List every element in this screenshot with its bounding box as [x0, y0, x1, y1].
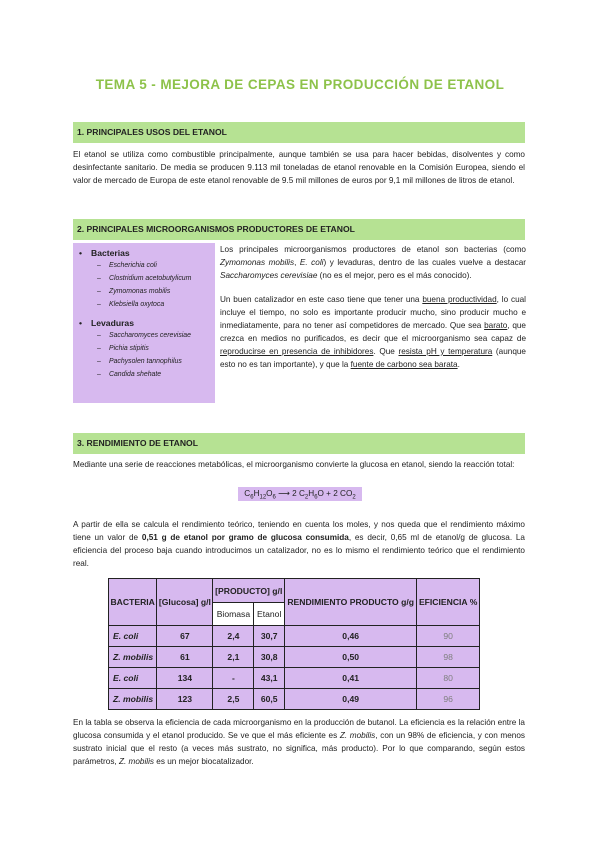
cell-yield: 0,41 [285, 668, 417, 689]
list-item: – Saccharomyces cerevisiae [97, 329, 211, 342]
cell-yield: 0,49 [285, 689, 417, 710]
conclusion-paragraph: En la tabla se observa la eficiencia de cada microorganismo en la producción de butanol. La eficiencia es la relación entre la glucosa consumida y el etanol producido. Se ve que el más eficiente es Z. mobilis, con un 98% de eficiencia, y con menos sustrato inicial que el resto (a veces más sustrato, no significa, más producto). Por lo que comparando, según estos parámetros, Z. mobilis es un mejor biocatalizador. [73, 718, 525, 766]
cell-glucose: 123 [157, 689, 213, 710]
header-ethanol: Etanol [254, 603, 285, 626]
bacteria-list [79, 259, 211, 311]
cell-glucose: 67 [157, 626, 213, 647]
header-product: [PRODUCTO] g/l [213, 579, 285, 603]
microorganism-list-box [73, 243, 215, 403]
cell-ethanol: 30,7 [254, 626, 285, 647]
section-heading-yield: 3. RENDIMIENTO DE ETANOL [73, 433, 525, 454]
cell-glucose: 134 [157, 668, 213, 689]
list-item: – Pichia stipitis [97, 342, 211, 355]
cell-efficiency: 98 [417, 647, 480, 668]
table-row [109, 689, 480, 710]
cell-bacteria: Z. mobilis [109, 689, 157, 710]
cell-biomass: 2,1 [213, 647, 254, 668]
table-header-row [109, 579, 480, 603]
cell-ethanol: 30,8 [254, 647, 285, 668]
cell-yield: 0,50 [285, 647, 417, 668]
cell-bacteria: Z. mobilis [109, 647, 157, 668]
yeast-list [79, 329, 211, 381]
list-item: – Escherichia coli [97, 259, 211, 272]
header-bacteria: BACTERIA [109, 579, 157, 626]
list-item: – Zymomonas mobilis [97, 285, 211, 298]
page-title: TEMA 5 - MEJORA DE CEPAS EN PRODUCCIÓN DE ETANOL [95, 77, 505, 92]
cell-glucose: 61 [157, 647, 213, 668]
table-row [109, 668, 480, 689]
yeast-group-label: • Levaduras [79, 317, 211, 329]
section-heading-microorganisms: 2. PRINCIPALES MICROORGANISMOS PRODUCTORES DE ETANOL [73, 219, 525, 240]
header-biomass: Biomasa [213, 603, 254, 626]
list-item: – Clostridium acetobutylicum [97, 272, 211, 285]
cell-biomass: - [213, 668, 254, 689]
cell-bacteria: E. coli [109, 626, 157, 647]
header-yield: RENDIMIENTO PRODUCTO g/g [285, 579, 417, 626]
cell-bacteria: E. coli [109, 668, 157, 689]
header-glucose: [Glucosa] g/l [157, 579, 213, 626]
header-efficiency: EFICIENCIA % [417, 579, 480, 626]
cell-biomass: 2,4 [213, 626, 254, 647]
table-row [109, 626, 480, 647]
cell-ethanol: 43,1 [254, 668, 285, 689]
list-item: – Klebsiella oxytoca [97, 298, 211, 311]
microorganisms-text [220, 243, 526, 382]
table-row [109, 647, 480, 668]
yield-paragraph: A partir de ella se calcula el rendimiento teórico, teniendo en cuenta los moles, y nos queda que el rendimiento máximo tiene un valor de 0,51 g de etanol por gramo de glucosa consumida, es decir, 0,65 ml de etanol/g de glucosa. La eficiencia del proceso baja cuando introducimos un catalizador, no es lo mismo el rendimiento teórico que el rendimiento real. [73, 520, 525, 568]
microorganisms-paragraph: Los principales microorganismos productores de etanol son bacterias (como Zymomonas mobilis, E. coli) y levaduras, dentro de las cuales vuelve a destacar Saccharomyces cerevisiae (no es el mejor, pero es el más conocido). [220, 245, 526, 280]
cell-biomass: 2,5 [213, 689, 254, 710]
cell-efficiency: 96 [417, 689, 480, 710]
catalyst-paragraph: Un buen catalizador en este caso tiene que tener una buena productividad, lo cual incluye el tiempo, no solo es importante producir mucho, sino producir mucho e inmediatamente, para no tener así competidores de mercado. Que sea barato, que crezca en medios no purificados, es decir que el microorganismo sea capaz de reproducirse en presencia de inhibidores. Que resista pH y temperatura (aunque esto no es tan importante), y que la fuente de carbono sea barata. [220, 295, 526, 369]
section-uses-text: El etanol se utiliza como combustible principalmente, aunque también se usa para hacer bebidas, disolventes y como desinfectante sanitario. De media se producen 9.113 mil toneladas de etanol renovable en la Comisión Europea, siendo el valor de mercado de Europa de este etanol renovable de 9.5 mil millones de euros por 9,1 mil millones de litros de etanol. [73, 150, 525, 185]
bacteria-group-label: • Bacterias [79, 247, 211, 259]
cell-yield: 0,46 [285, 626, 417, 647]
efficiency-table [108, 578, 480, 710]
list-item: – Candida shehate [97, 368, 211, 381]
reaction-formula: $C_6H_{12}O_6$ ⟶ 2 $C_2H_6O + 2$ $CO_2$ [238, 487, 362, 501]
cell-ethanol: 60,5 [254, 689, 285, 710]
section-heading-uses: 1. PRINCIPALES USOS DEL ETANOL [73, 122, 525, 143]
list-item: – Pachysolen tannophilus [97, 355, 211, 368]
cell-efficiency: 80 [417, 668, 480, 689]
yield-intro: Mediante una serie de reacciones metabólicas, el microorganismo convierte la glucosa en etanol, siendo la reacción total: [73, 460, 515, 469]
cell-efficiency: 90 [417, 626, 480, 647]
